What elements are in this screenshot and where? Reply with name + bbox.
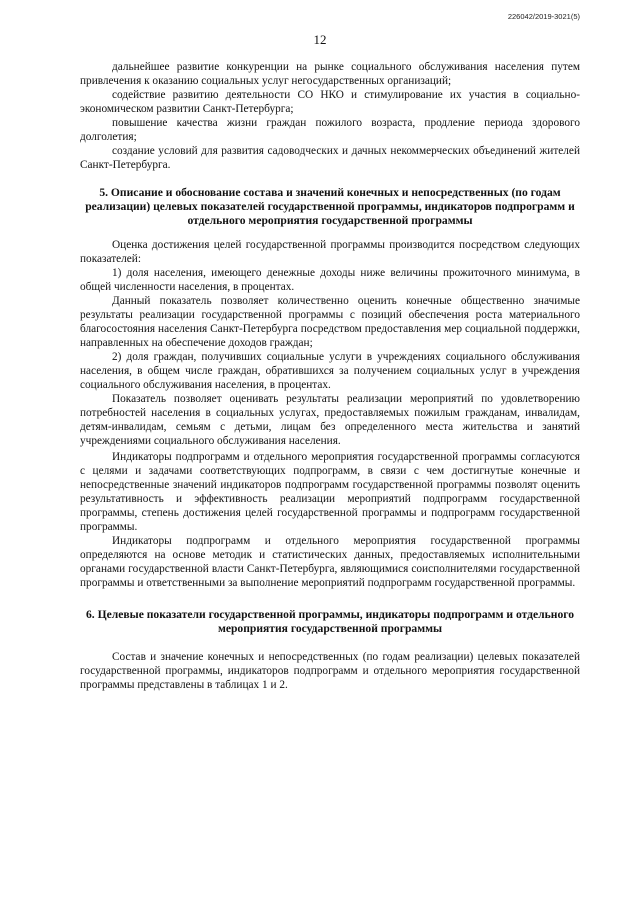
section-6-heading: 6. Целевые показатели государственной программы, индикаторы подпрограмм и отдельного мероприятия государственной программы: [85, 608, 575, 635]
page-number: 12: [313, 32, 327, 47]
document-body: [80, 60, 580, 692]
section-5-paragraph: 2) доля граждан, получивших социальные услуги в учреждениях социального обслуживания населения, в общем числе граждан, обратившихся за получением социальных услуг в учреждения социального обслуживания населения, в процентах.: [80, 351, 580, 391]
section-5-paragraph: Данный показатель позволяет количественно оценить конечные общественно значимые результаты реализации государственной программы с позиций обеспечения роста материального благосостояния населения Санкт-Петербурга посредством предоставления мер социальной поддержки, направленных на обеспечение доходов граждан;: [80, 295, 580, 349]
section-5-paragraph: Индикаторы подпрограмм и отдельного мероприятия государственной программы определяются на основе методик и статистических данных, предоставляемых исполнительными органами государственной власти Санкт-Петербурга, являющимися соисполнителями государственной программы и ответственными за выполнение мероприятий подпрограмм государственной программы.: [80, 535, 580, 589]
intro-paragraph: повышение качества жизни граждан пожилого возраста, продление периода здорового долголетия;: [80, 117, 580, 143]
intro-paragraph: содействие развитию деятельности СО НКО и стимулирование их участия в социально-экономическом развитии Санкт-Петербурга;: [80, 89, 580, 115]
document-id: 226042/2019-3021(5): [507, 12, 580, 21]
section-5-heading: 5. Описание и обоснование состава и значений конечных и непосредственных (по годам реализации) целевых показателей государственной программы, индикаторов подпрограмм и отдельного мероприятия государственной программы: [85, 186, 575, 227]
intro-paragraph: создание условий для развития садоводческих и дачных некоммерческих объединений жителей Санкт-Петербурга.: [80, 145, 580, 171]
intro-paragraph: дальнейшее развитие конкуренции на рынке социального обслуживания населения путем привлечения к оказанию социальных услуг негосударственных организаций;: [80, 61, 580, 87]
section-5-paragraph: Оценка достижения целей государственной программы производится посредством следующих показателей:: [80, 239, 580, 265]
section-5-paragraph: Показатель позволяет оценивать результаты реализации мероприятий по удовлетворению потребностей населения в социальных услугах, предоставляемых пожилым гражданам, инвалидам, детям-инвалидам, семьям с детьми, лицам без определенного места жительства и занятий учреждениями социального обслуживания населения.: [80, 393, 580, 447]
section-5-paragraph: Индикаторы подпрограмм и отдельного мероприятия государственной программы согласуются с целями и задачами соответствующих подпрограмм, в связи с чем достигнутые конечные и непосредственные значений индикаторов подпрограмм государственной программы позволят оценить результативность и эффективность реализации мероприятий подпрограмм государственной программы, степень достижения целей государственной программы и подпрограмм государственной программы.: [80, 451, 580, 533]
section-6-paragraph: Состав и значение конечных и непосредственных (по годам реализации) целевых показателей государственной программы, индикаторов подпрограмм и отдельного мероприятия государственной программы представлены в таблицах 1 и 2.: [80, 651, 580, 691]
section-5-paragraph: 1) доля населения, имеющего денежные доходы ниже величины прожиточного минимума, в общей численности населения, в процентах.: [80, 267, 580, 293]
